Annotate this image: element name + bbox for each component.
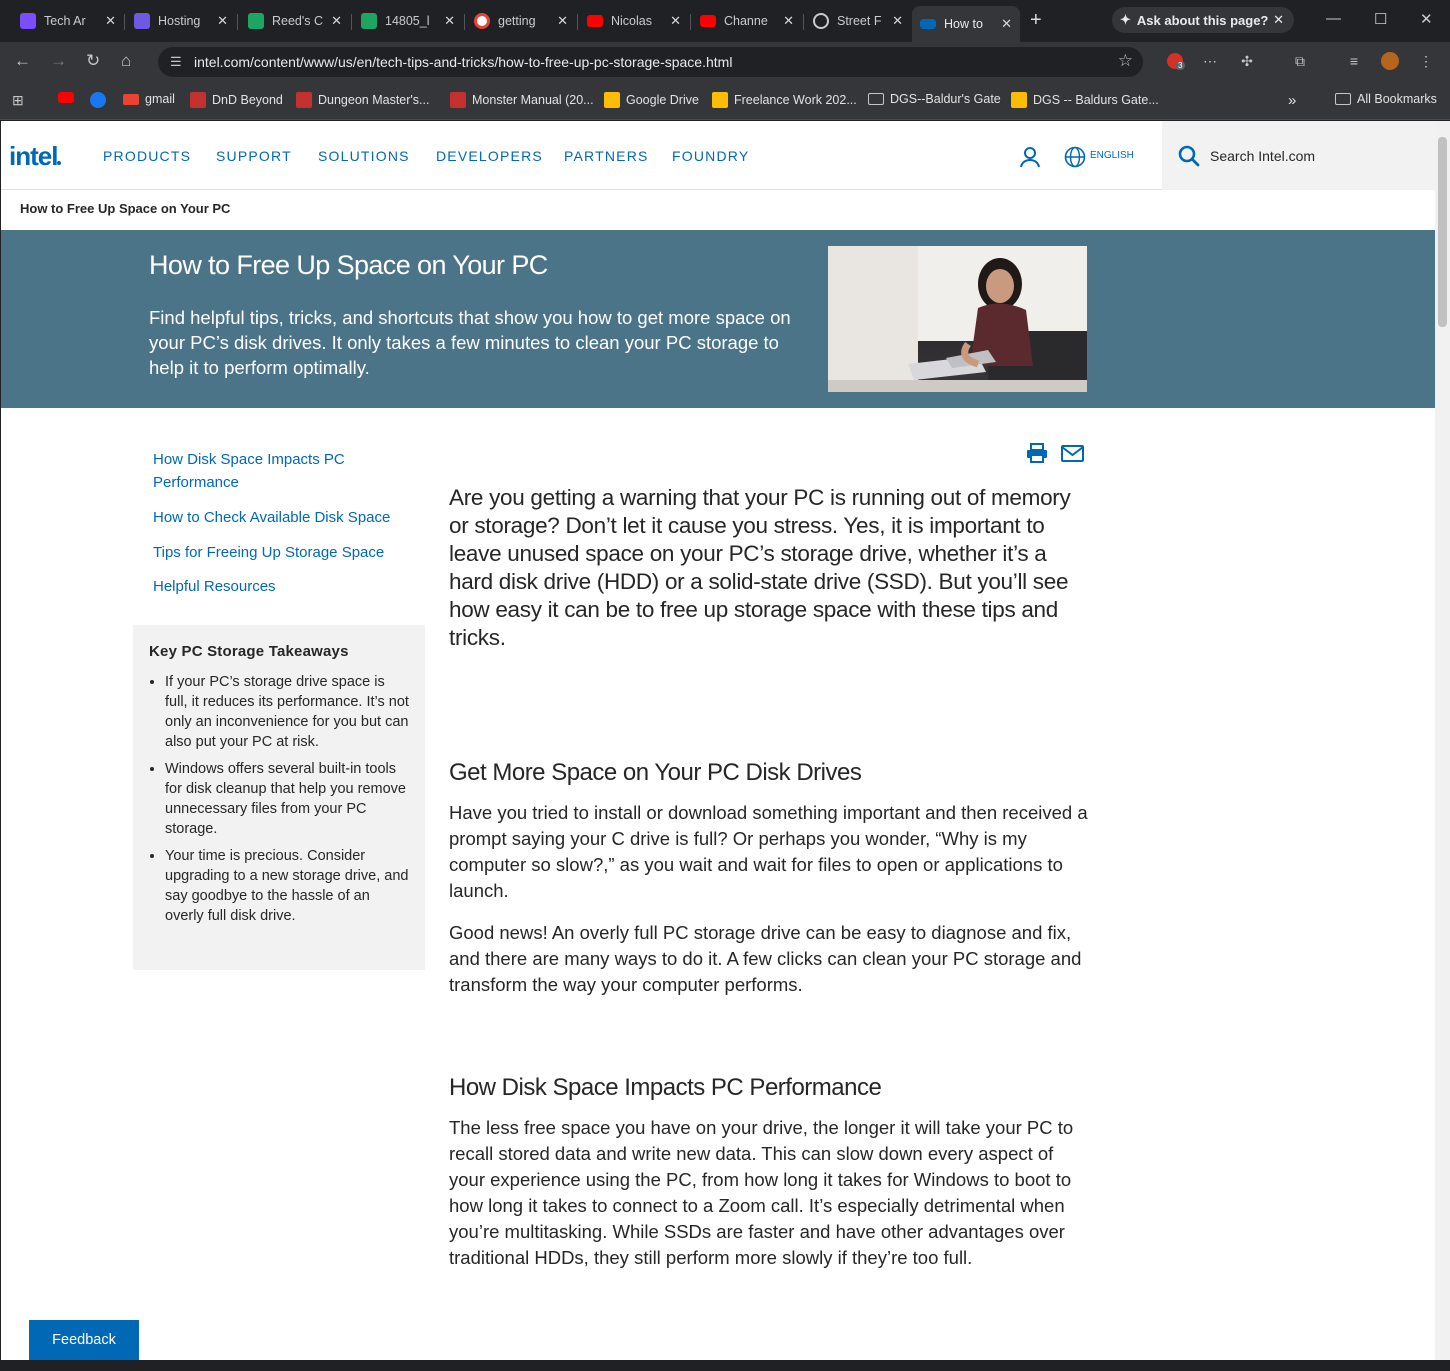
close-tab-icon[interactable]: ✕ xyxy=(444,13,455,28)
folder-icon xyxy=(868,93,884,105)
close-tab-icon[interactable]: ✕ xyxy=(557,13,568,28)
nav-developers[interactable]: DEVELOPERS xyxy=(436,148,543,164)
url-text[interactable]: intel.com/content/www/us/en/tech-tips-and-tricks/how-to-free-up-pc-storage-space.html xyxy=(194,54,733,70)
google-drive-icon xyxy=(604,92,620,108)
folder-icon xyxy=(1335,93,1351,105)
close-tab-icon[interactable]: ✕ xyxy=(892,13,903,28)
google-drive-icon xyxy=(361,13,377,29)
key-takeaways-box xyxy=(133,625,425,970)
screen-search-icon[interactable]: ⧉ xyxy=(1295,52,1305,69)
bookmark-monster-manual[interactable]: Monster Manual (20... xyxy=(450,92,594,108)
password-extension-icon[interactable]: ⋯ xyxy=(1203,52,1217,69)
browser-tab[interactable]: Hosting ✕ xyxy=(126,6,236,36)
new-tab-button[interactable]: + xyxy=(1030,9,1042,31)
browser-tab[interactable]: Nicolas ✕ xyxy=(579,6,689,36)
bookmark-google-drive[interactable]: Google Drive xyxy=(604,92,699,108)
youtube-icon xyxy=(58,92,74,103)
site-info-icon[interactable]: ☰ xyxy=(170,54,182,69)
search-icon[interactable] xyxy=(1178,145,1200,167)
taskbar-strip xyxy=(0,1360,1450,1371)
hero-subtitle: Find helpful tips, tricks, and shortcuts that show you how to get more space on your PC’s disk drives. It only takes a few minutes to clean your PC storage to help it to perform optimally. xyxy=(149,307,791,378)
toc-link-tips-freeing-space[interactable]: Tips for Freeing Up Storage Space xyxy=(153,544,385,561)
list-item: • Windows offers several built-in tools for disk cleanup that help you remove unnecessary files from your PC storage. xyxy=(165,759,409,839)
close-tab-icon[interactable]: ✕ xyxy=(217,13,228,28)
close-icon[interactable]: ✕ xyxy=(1273,12,1284,27)
hero-image-woman-laptop xyxy=(828,246,1087,392)
bookmark-dnd-beyond[interactable]: DnD Beyond xyxy=(190,92,283,108)
more-bookmarks-chevron-icon[interactable]: » xyxy=(1288,92,1297,109)
tab-favicon-icon xyxy=(134,13,150,29)
intel-favicon-icon xyxy=(920,19,936,29)
browser-menu-icon[interactable]: ⋮ xyxy=(1419,52,1433,69)
browser-tab[interactable]: 14805_l ✕ xyxy=(353,6,463,36)
site-search[interactable] xyxy=(1162,121,1435,190)
toc-link-check-disk-space[interactable]: How to Check Available Disk Space xyxy=(153,509,391,526)
nav-support[interactable]: SUPPORT xyxy=(216,148,292,164)
dnd-beyond-icon xyxy=(296,92,312,108)
back-icon[interactable]: ← xyxy=(14,51,31,70)
language-selector[interactable]: ENGLISH xyxy=(1090,150,1134,161)
close-tab-icon[interactable]: ✕ xyxy=(670,13,681,28)
bookmark-facebook[interactable] xyxy=(90,92,112,108)
close-tab-icon[interactable]: ✕ xyxy=(331,13,342,28)
minimize-icon[interactable]: — xyxy=(1326,10,1341,27)
youtube-icon xyxy=(587,15,603,27)
nav-solutions[interactable]: SOLUTIONS xyxy=(318,148,410,164)
nav-products[interactable]: PRODUCTS xyxy=(103,148,192,164)
page-scrollbar[interactable] xyxy=(1435,121,1450,1360)
site-header xyxy=(1,121,1435,190)
browser-toolbar xyxy=(0,42,1450,82)
bookmark-gmail[interactable]: gmail xyxy=(123,92,175,106)
youtube-icon xyxy=(700,15,716,27)
print-icon[interactable] xyxy=(1026,443,1048,463)
google-drive-icon xyxy=(1011,92,1027,108)
forward-icon[interactable]: → xyxy=(50,51,67,70)
all-bookmarks-folder[interactable]: All Bookmarks xyxy=(1335,92,1437,106)
breadcrumb: How to Free Up Space on Your PC xyxy=(20,201,231,216)
bookmark-youtube[interactable] xyxy=(58,92,80,103)
apps-grid-icon[interactable]: ⊞ xyxy=(12,92,24,108)
reload-icon[interactable]: ↻ xyxy=(86,51,101,70)
bookmark-freelance-work[interactable]: Freelance Work 202... xyxy=(712,92,857,108)
google-drive-icon xyxy=(712,92,728,108)
bookmark-folder-dgs[interactable]: DGS--Baldur's Gate xyxy=(868,92,1001,106)
close-tab-icon[interactable]: ✕ xyxy=(105,13,116,28)
tab-favicon-icon xyxy=(20,13,36,29)
web-page xyxy=(1,121,1435,1360)
bookmarks-bar xyxy=(0,82,1450,120)
user-account-icon[interactable] xyxy=(1018,145,1042,169)
takeaways-list xyxy=(149,672,409,926)
maximize-icon[interactable]: ☐ xyxy=(1374,11,1388,28)
facebook-icon xyxy=(90,92,106,108)
search-input[interactable] xyxy=(1210,148,1410,164)
profile-avatar-icon[interactable] xyxy=(1380,51,1400,71)
list-item: • If your PC’s storage drive space is full, it reduces its performance. It’s not only an inconvenience for you but can also put your PC at risk. xyxy=(165,672,409,752)
adblock-extension-icon[interactable]: 3 xyxy=(1165,51,1185,71)
close-tab-icon[interactable]: ✕ xyxy=(1001,16,1012,31)
page-title: How to Free Up Space on Your PC xyxy=(149,250,548,280)
browser-tab[interactable]: getting ✕ xyxy=(466,6,576,36)
hero-banner xyxy=(1,230,1435,408)
article-lead: Are you getting a warning that your PC is running out of memory or storage? Don’t let it cause you stress. Yes, it is important to leave unused space on your PC’s storage drive, whether it’s a hard disk drive (HDD) or a solid-state drive (SSD). But you’ll see how easy it can be to free up storage space with these tips and tricks. xyxy=(449,485,1071,650)
article-paragraph: Have you tried to install or download something important and then received a prompt saying your C drive is full? Or perhaps you wonder, “Why is my computer so slow?,” as you wait and wait for files to open or applications to launch. xyxy=(449,802,1088,901)
list-item: • Your time is precious. Consider upgrading to a new storage drive, and say goodbye to the hassle of an overly full disk drive. xyxy=(165,846,409,926)
section-heading-disk-space-impacts: How Disk Space Impacts PC Performance xyxy=(449,1074,882,1101)
close-tab-icon[interactable]: ✕ xyxy=(783,13,794,28)
takeaways-title: Key PC Storage Takeaways xyxy=(149,643,349,660)
globe-icon[interactable] xyxy=(1064,146,1086,168)
toc-link-disk-space-impacts[interactable]: How Disk Space Impacts PC Performance xyxy=(153,451,345,491)
dnd-beyond-icon xyxy=(450,92,466,108)
dnd-beyond-icon xyxy=(190,92,206,108)
section-heading-get-more-space: Get More Space on Your PC Disk Drives xyxy=(449,759,862,786)
browser-tab[interactable]: Channe ✕ xyxy=(692,6,802,36)
browser-tab[interactable]: Street F ✕ xyxy=(805,6,911,36)
address-bar[interactable] xyxy=(158,47,1143,77)
gmail-icon xyxy=(123,94,139,105)
home-icon[interactable]: ⌂ xyxy=(121,51,132,70)
feedback-button[interactable]: Feedback xyxy=(29,1320,139,1360)
chatgpt-icon xyxy=(813,13,829,29)
nav-partners[interactable]: PARTNERS xyxy=(564,148,649,164)
bookmark-star-icon[interactable]: ☆ xyxy=(1117,51,1133,70)
toc-link-helpful-resources[interactable]: Helpful Resources xyxy=(153,578,276,595)
scrollbar-thumb[interactable] xyxy=(1438,137,1447,327)
sparkle-icon: ✦ xyxy=(1120,12,1131,27)
window-close-icon[interactable]: ✕ xyxy=(1420,11,1433,28)
extensions-puzzle-icon[interactable]: ✣ xyxy=(1241,52,1253,69)
google-icon xyxy=(474,13,490,29)
browser-tab[interactable]: Tech Ar ✕ xyxy=(12,6,124,36)
bookmark-dgs-baldurs[interactable]: DGS -- Baldurs Gate... xyxy=(1011,92,1159,108)
article-paragraph: Good news! An overly full PC storage drive can be easy to diagnose and fix, and there are many ways to do it. A few clicks can clean your PC storage and transform the way your computer performs. xyxy=(449,922,1082,995)
article-paragraph: The less free space you have on your drive, the longer it will take your PC to recall stored data and write new data. This can slow down every aspect of your experience using the PC, from how long it takes for Windows to boot to how long it takes to connect to a Zoom call. It’s especially detrimental when you’re multitasking. While SSDs are faster and have other advantages over traditional HDDs, they still perform more slowly if they’re too full. xyxy=(449,1117,1074,1268)
google-drive-icon xyxy=(248,13,264,29)
email-icon[interactable] xyxy=(1061,445,1084,462)
nav-foundry[interactable]: FOUNDRY xyxy=(672,148,750,164)
browser-tab-active[interactable]: How to ✕ xyxy=(912,6,1020,42)
tab-strip xyxy=(0,0,1450,42)
bookmark-dungeon-master[interactable]: Dungeon Master's... xyxy=(296,92,429,108)
ask-about-page-button[interactable]: ✦ Ask about this page? ✕ xyxy=(1112,7,1294,33)
media-control-icon[interactable]: ≡ xyxy=(1349,53,1359,69)
browser-tab[interactable]: Reed's C ✕ xyxy=(240,6,350,36)
intel-logo[interactable]: intel xyxy=(9,141,61,172)
